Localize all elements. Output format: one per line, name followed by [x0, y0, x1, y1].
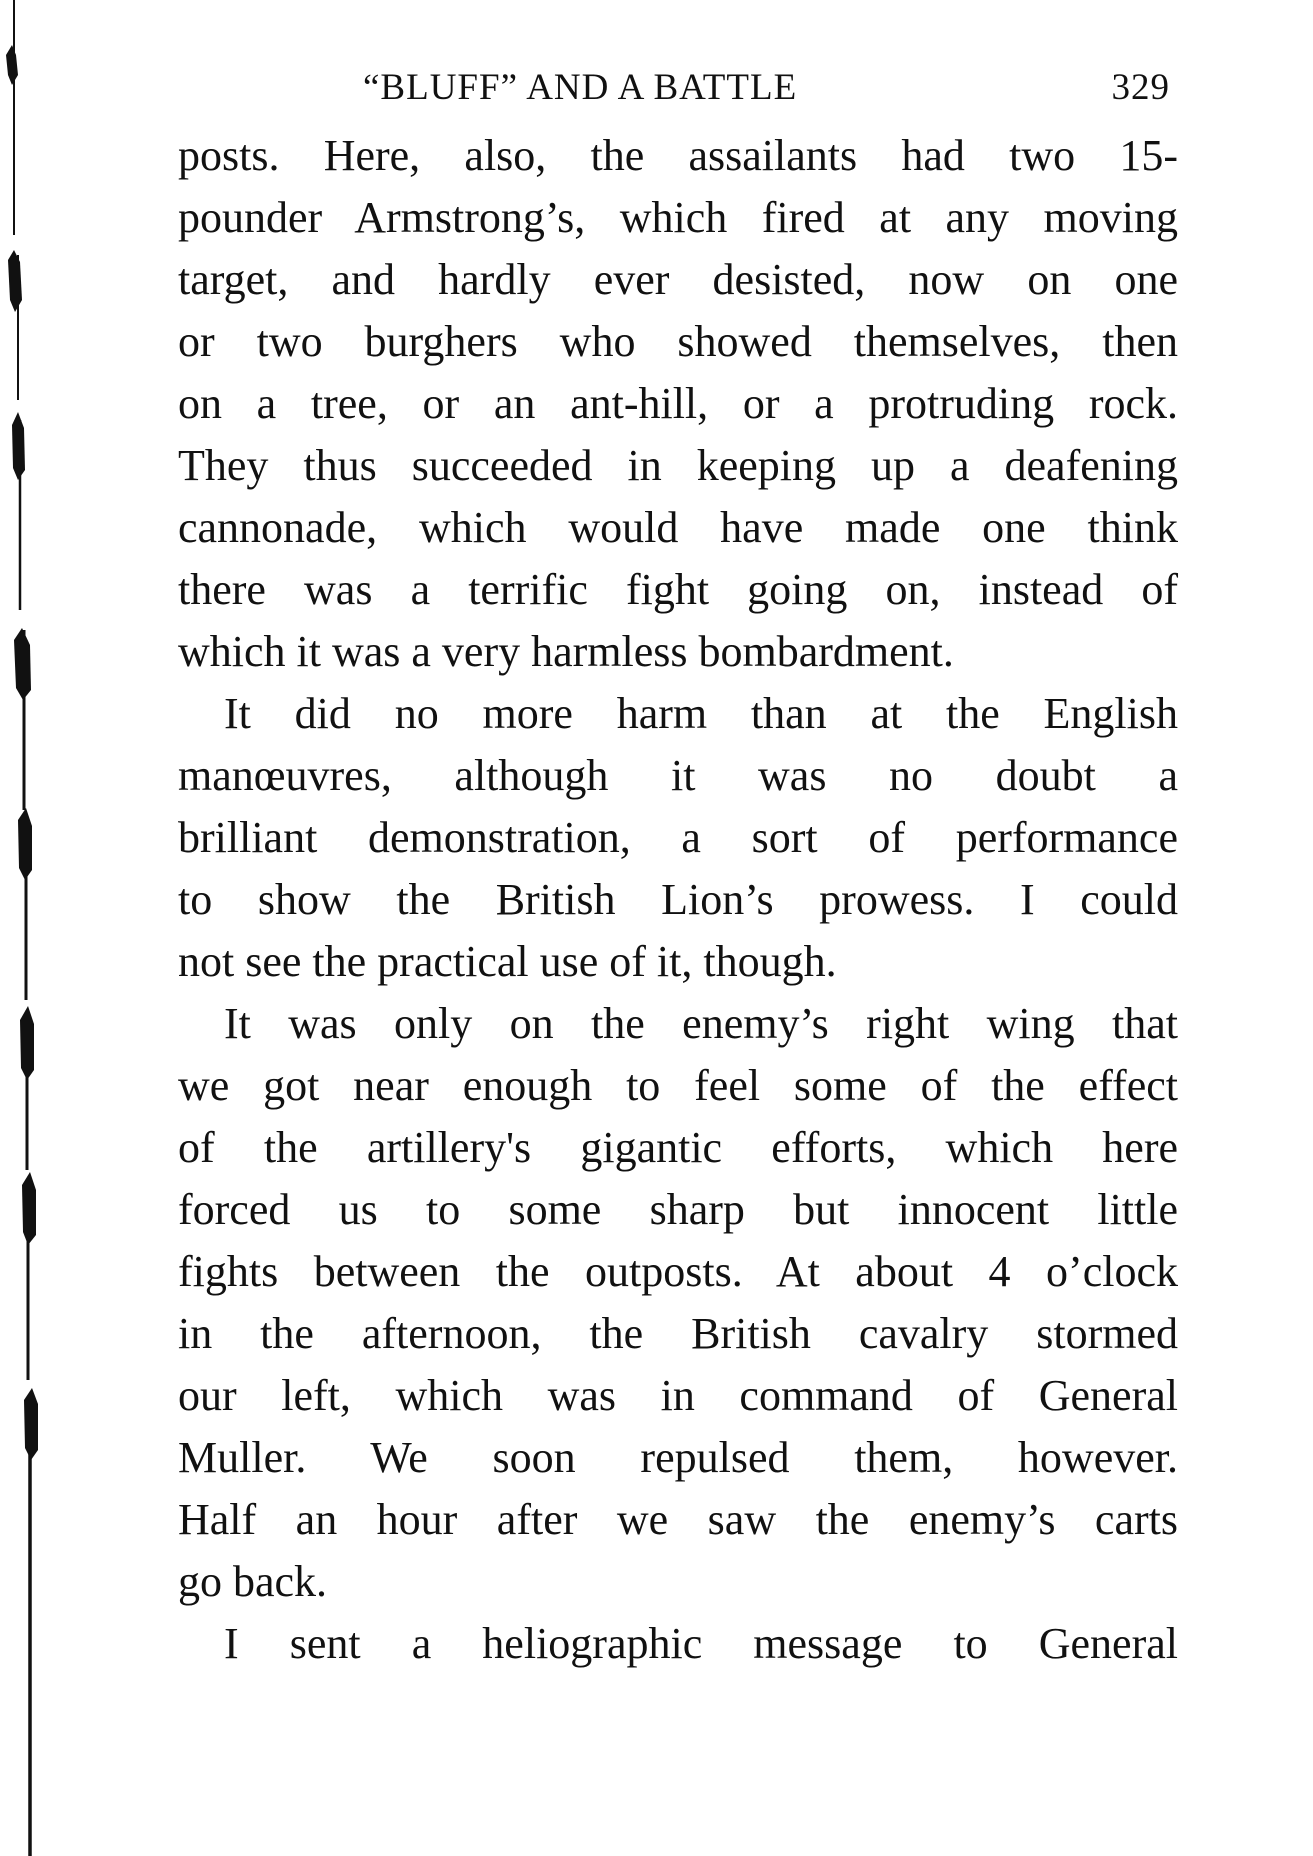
text-line: forced us to some sharp but innocent little	[178, 1185, 1178, 1234]
text-line: on a tree, or an ant-hill, or a protruding rock.	[178, 379, 1178, 428]
paragraph	[178, 125, 1178, 683]
text-line: posts. Here, also, the assailants had two 15-	[178, 131, 1178, 180]
text-line: It did no more harm than at the English	[224, 689, 1178, 738]
text-line: we got near enough to feel some of the effect	[178, 1061, 1178, 1110]
text-line: It was only on the enemy’s right wing that	[224, 999, 1178, 1048]
text-line: which it was a very harmless bombardment.	[178, 627, 954, 676]
text-line: cannonade, which would have made one think	[178, 503, 1178, 552]
text-line: I sent a heliographic message to General	[224, 1619, 1178, 1668]
running-title: “BLUFF” AND A BATTLE	[363, 67, 798, 108]
page-number: 329	[1111, 67, 1170, 108]
text-line: of the artillery's gigantic efforts, which here	[178, 1123, 1178, 1172]
text-line: go back.	[178, 1557, 328, 1606]
text-line: in the afternoon, the British cavalry stormed	[178, 1309, 1178, 1358]
text-line: there was a terrific fight going on, instead of	[178, 565, 1178, 614]
text-line: Muller. We soon repulsed them, however.	[178, 1433, 1178, 1482]
text-line: fights between the outposts. At about 4 o’clock	[178, 1247, 1178, 1296]
text-line: not see the practical use of it, though.	[178, 937, 837, 986]
text-line: to show the British Lion’s prowess. I could	[178, 875, 1178, 924]
text-line: Half an hour after we saw the enemy’s carts	[178, 1495, 1178, 1544]
paragraph	[178, 1613, 1178, 1675]
body-text	[178, 125, 1178, 1675]
binding-edge	[0, 0, 60, 1856]
text-line: or two burghers who showed themselves, then	[178, 317, 1178, 366]
text-line: our left, which was in command of General	[178, 1371, 1178, 1420]
paragraph	[178, 993, 1178, 1613]
paragraph	[178, 683, 1178, 993]
text-line: pounder Armstrong’s, which fired at any moving	[178, 193, 1178, 242]
text-line: manœuvres, although it was no doubt a	[178, 751, 1178, 800]
text-line: brilliant demonstration, a sort of performance	[178, 813, 1178, 862]
running-head	[180, 58, 1180, 118]
text-line: They thus succeeded in keeping up a deafening	[178, 441, 1178, 490]
text-line: target, and hardly ever desisted, now on one	[178, 255, 1178, 304]
